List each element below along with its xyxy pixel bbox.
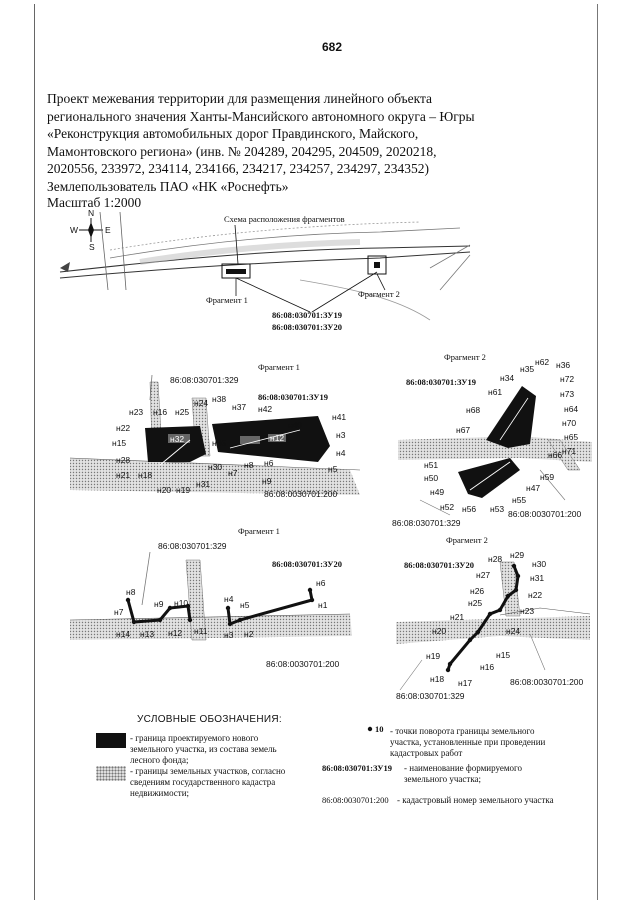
point-label: н32 [170, 434, 185, 444]
title-line: 2020556, 233972, 234114, 234166, 234217, 234257, 234297, 234352) [47, 161, 429, 177]
frag2b-plot: 86:08:030701:ЗУ20 [404, 560, 475, 570]
point-label: н7 [228, 468, 238, 478]
point-label: н65 [564, 432, 579, 442]
point-label: н9 [154, 599, 164, 609]
title-line: «Реконструкция автомобильных дорог Правдинского, Майского, [47, 126, 419, 142]
fragment2-zu20 [396, 535, 590, 701]
point-label: н67 [456, 425, 471, 435]
frag1a-cad-top: 86:08:030701:329 [170, 375, 239, 385]
point-label: н35 [212, 438, 227, 448]
point-label: н71 [562, 446, 577, 456]
frag1b-cad-top: 86:08:030701:329 [158, 541, 227, 551]
title-line: Проект межевания территории для размещения линейного объекта [47, 91, 433, 106]
point-label: н3 [224, 630, 234, 640]
fragment2-zu19 [392, 352, 592, 528]
overview-plot1: 86:08:030701:ЗУ19 [272, 310, 343, 320]
point-label: н31 [196, 479, 211, 489]
compass-w: W [70, 225, 79, 235]
legend-swatch-new-plot [96, 733, 126, 748]
point-label: н14 [116, 629, 131, 639]
legend-item-new-plot: - граница проектируемого нового земельного участка, из состава земель лесного фонда; [130, 733, 277, 765]
fragment1-zu19 [70, 362, 360, 499]
page-number: 682 [322, 40, 343, 54]
point-label: н25 [468, 598, 483, 608]
point-label: н27 [476, 570, 491, 580]
point-label: н64 [564, 404, 579, 414]
point-label: н8 [244, 460, 254, 470]
point-label: н19 [426, 651, 441, 661]
point-label: н56 [462, 504, 477, 514]
legend-item-cadastral: - границы земельных участков, согласно сведениям государственного кадастра недвижимости; [130, 766, 286, 798]
point-label: н62 [535, 357, 550, 367]
point-label: н11 [194, 626, 208, 636]
frag2b-cad-bottom-right: 86:08:0030701:200 [510, 677, 584, 687]
point-label: н28 [116, 455, 131, 465]
point-label: н2 [244, 629, 254, 639]
point-label: н15 [112, 438, 127, 448]
legend-point-number: 10 [375, 724, 384, 734]
legend-item-plot-name: - наименование формируемого земельного участка; [404, 763, 523, 784]
title-line: Мамонтовского региона» (инв. № 204289, 204295, 204509, 2020218, [47, 143, 437, 159]
point-label: н12 [168, 628, 183, 638]
compass-s: S [89, 242, 95, 252]
frag2a-cad-bottom-right: 86:08:0030701:200 [508, 509, 582, 519]
title-line: регионального значения Ханты-Мансийского автономного округа – Югры [47, 108, 475, 124]
point-label: н68 [466, 405, 481, 415]
point-label: н6 [264, 458, 274, 468]
legend-code-plot: 86:08:030701:ЗУ19 [322, 763, 393, 773]
frag1b-plot: 86:08:030701:ЗУ20 [272, 559, 343, 569]
point-label: н35 [520, 364, 535, 374]
point-label: н18 [430, 674, 445, 684]
point-label: н61 [488, 387, 503, 397]
point-label: н10 [174, 598, 189, 608]
point-label: н53 [490, 504, 505, 514]
point-label: н7 [114, 607, 124, 617]
overview-plot2: 86:08:030701:ЗУ20 [272, 322, 343, 332]
legend-swatch-cadastral [96, 766, 126, 781]
point-label: н70 [562, 418, 577, 428]
frag2b-title: Фрагмент 2 [446, 535, 488, 545]
point-label: н24 [194, 398, 209, 408]
point-label: н12 [270, 433, 285, 443]
frag2b-cad-bottom-left: 86:08:030701:329 [396, 691, 465, 701]
compass-n: N [88, 208, 95, 218]
overview-fragment2: Фрагмент 2 [358, 289, 400, 299]
point-label: н6 [316, 578, 326, 588]
frag1a-cad-bottom: 86:08:0030701:200 [264, 489, 338, 499]
point-label: н73 [560, 389, 575, 399]
overview-caption: Схема расположения фрагментов [224, 214, 345, 224]
point-label: н52 [440, 502, 455, 512]
point-label: н16 [153, 407, 168, 417]
frag1a-title: Фрагмент 1 [258, 362, 300, 372]
point-label: н19 [176, 485, 191, 495]
cadastral-band [70, 614, 352, 640]
frag1b-title: Фрагмент 1 [238, 526, 280, 536]
point-label: н38 [212, 394, 227, 404]
point-label: н17 [458, 678, 473, 688]
fragment1-zu20 [70, 526, 352, 669]
point-label: н1 [318, 600, 328, 610]
point-label: н34 [500, 373, 515, 383]
point-label: н25 [175, 407, 190, 417]
point-label: н4 [224, 594, 234, 604]
legend-point-icon [368, 727, 372, 731]
legend-item-cadastral-number: - кадастровый номер земельного участка [397, 795, 554, 805]
point-label: н16 [480, 662, 495, 672]
point-label: н37 [232, 402, 247, 412]
plot-polygon [458, 458, 520, 498]
overview-scheme [60, 208, 470, 332]
legend-item-turn-points: - точки поворота границы земельного участка, установленные при проведении кадастровых работ [390, 726, 546, 758]
point-label: н36 [556, 360, 571, 370]
point-label: н22 [116, 423, 131, 433]
plot-polygon [145, 426, 206, 462]
compass-e: E [105, 225, 111, 235]
legend-title: УСЛОВНЫЕ ОБОЗНАЧЕНИЯ: [137, 714, 282, 725]
point-label: н8 [126, 587, 136, 597]
point-label: н47 [526, 483, 541, 493]
point-label: н18 [138, 470, 153, 480]
point-label: н51 [424, 460, 439, 470]
point-label: н26 [470, 586, 485, 596]
point-label: н21 [116, 470, 131, 480]
point-label: н30 [208, 462, 223, 472]
point-label: н42 [258, 404, 273, 414]
title-line: Землепользователь ПАО «НК «Роснефть» [47, 178, 289, 194]
point-label: н22 [528, 590, 543, 600]
frag2a-cad-bottom-left: 86:08:030701:329 [392, 518, 461, 528]
point-label: н23 [520, 606, 535, 616]
point-label: н5 [240, 600, 250, 610]
point-label: н20 [432, 626, 447, 636]
frag1b-cad-bottom: 86:08:0030701:200 [266, 659, 340, 669]
point-label: н55 [512, 495, 527, 505]
point-label: н31 [530, 573, 545, 583]
point-label: н24 [506, 626, 521, 636]
legend-code-cadastral: 86:08:0030701:200 [322, 795, 389, 805]
point-label: н72 [560, 374, 575, 384]
scale-label: Масштаб 1:2000 [47, 195, 142, 210]
cadastral-band [396, 616, 590, 644]
point-label: н13 [140, 629, 155, 639]
point-label: н40 [288, 420, 303, 430]
point-label: н4 [336, 448, 346, 458]
point-label: н30 [532, 559, 547, 569]
point-label: н3 [336, 430, 346, 440]
point-label: н15 [496, 650, 511, 660]
point-label: н29 [510, 550, 525, 560]
point-label: н66 [548, 450, 563, 460]
point-label: н28 [488, 554, 503, 564]
overview-fragment1: Фрагмент 1 [206, 295, 248, 305]
point-label: н21 [450, 612, 465, 622]
frag2a-title: Фрагмент 2 [444, 352, 486, 362]
point-label: н50 [424, 473, 439, 483]
point-label: н20 [157, 485, 172, 495]
frag2a-plot: 86:08:030701:ЗУ19 [406, 377, 477, 387]
point-label: н59 [540, 472, 555, 482]
point-label: н5 [328, 464, 338, 474]
point-label: н23 [129, 407, 144, 417]
frag1a-plot: 86:08:030701:ЗУ19 [258, 392, 329, 402]
compass-icon [70, 208, 111, 252]
point-label: н9 [262, 476, 272, 486]
point-label: н49 [430, 487, 445, 497]
point-label: н41 [332, 412, 347, 422]
